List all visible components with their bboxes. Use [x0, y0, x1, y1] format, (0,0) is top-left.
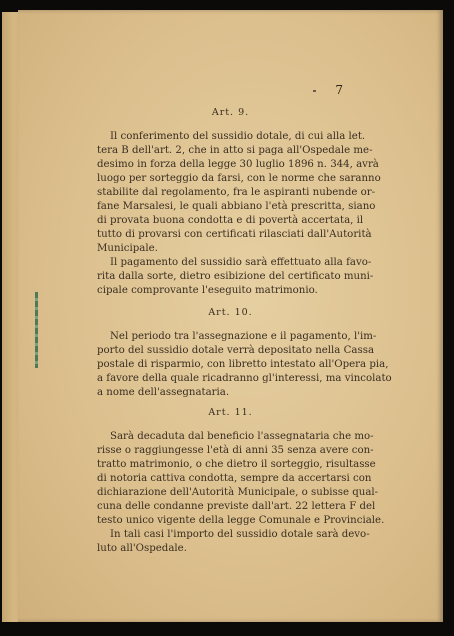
text-line: testo unico vigente della legge Comunale e Provinciale.: [97, 515, 385, 526]
article-heading: Art. 10.: [208, 307, 253, 318]
text-line: porto del sussidio dotale verrà depositato nella Cassa: [97, 345, 375, 356]
text-line: In tali casi l'importo del sussidio dotale sarà devo-: [110, 529, 370, 540]
article-heading: Art. 9.: [211, 107, 250, 118]
text-line: postale di risparmio, con libretto intestato all'Opera pia,: [97, 359, 389, 370]
text-line: desimo in forza della legge 30 luglio 1896 n. 344, avrà: [97, 159, 379, 170]
text-line: tratto matrimonio, o che dietro il sorteggio, risultasse: [97, 459, 376, 470]
text-line: Municipale.: [97, 243, 158, 254]
text-line: fane Marsalesi, le quali abbiano l'età prescritta, siano: [97, 201, 376, 212]
text-line: risse o raggiungesse l'età di anni 35 senza avere con-: [97, 445, 374, 456]
text-line: stabilite dal regolamento, fra le aspiranti nubende or-: [97, 187, 376, 198]
page-number: 7: [335, 83, 343, 97]
text-line: luogo per sorteggio da farsi, con le norme che saranno: [97, 173, 381, 184]
text-line: tutto di provarsi con certificati rilasciati dall'Autorità: [97, 229, 372, 240]
article-heading: Art. 11.: [208, 407, 253, 418]
book-page: [18, 10, 443, 622]
text-line: cipale comprovante l'eseguito matrimonio.: [97, 285, 318, 296]
text-line: Il pagamento del sussidio sarà effettuato alla favo-: [110, 257, 372, 268]
text-line: di notoria cattiva condotta, sempre da accertarsi con: [97, 473, 372, 484]
text-line: a favore della quale ricadranno gl'interessi, ma vincolato a nome dell'assegnataria.: [97, 373, 392, 398]
text-line: dichiarazione dell'Autorità Municipale, o subisse qual-: [97, 487, 379, 498]
text-line: Nel periodo tra l'assegnazione e il pagamento, l'im-: [110, 331, 377, 342]
text-line: luto all'Ospedale.: [97, 543, 187, 554]
page-mark: [313, 90, 316, 92]
text-line: cuna delle condanne previste dall'art. 22 lettera F del: [97, 501, 376, 512]
text-line: Sarà decaduta dal beneficio l'assegnataria che mo-: [110, 431, 374, 442]
text-line: tera B dell'art. 2, che in atto si paga all'Ospedale me-: [97, 145, 373, 156]
binding-thread: [35, 292, 38, 368]
text-line: di provata buona condotta e di povertà accertata, il: [97, 215, 364, 226]
text-line: Il conferimento del sussidio dotale, di cui alla let.: [110, 131, 366, 142]
text-line: rita dalla sorte, dietro esibizione del certificato muni-: [97, 271, 374, 282]
